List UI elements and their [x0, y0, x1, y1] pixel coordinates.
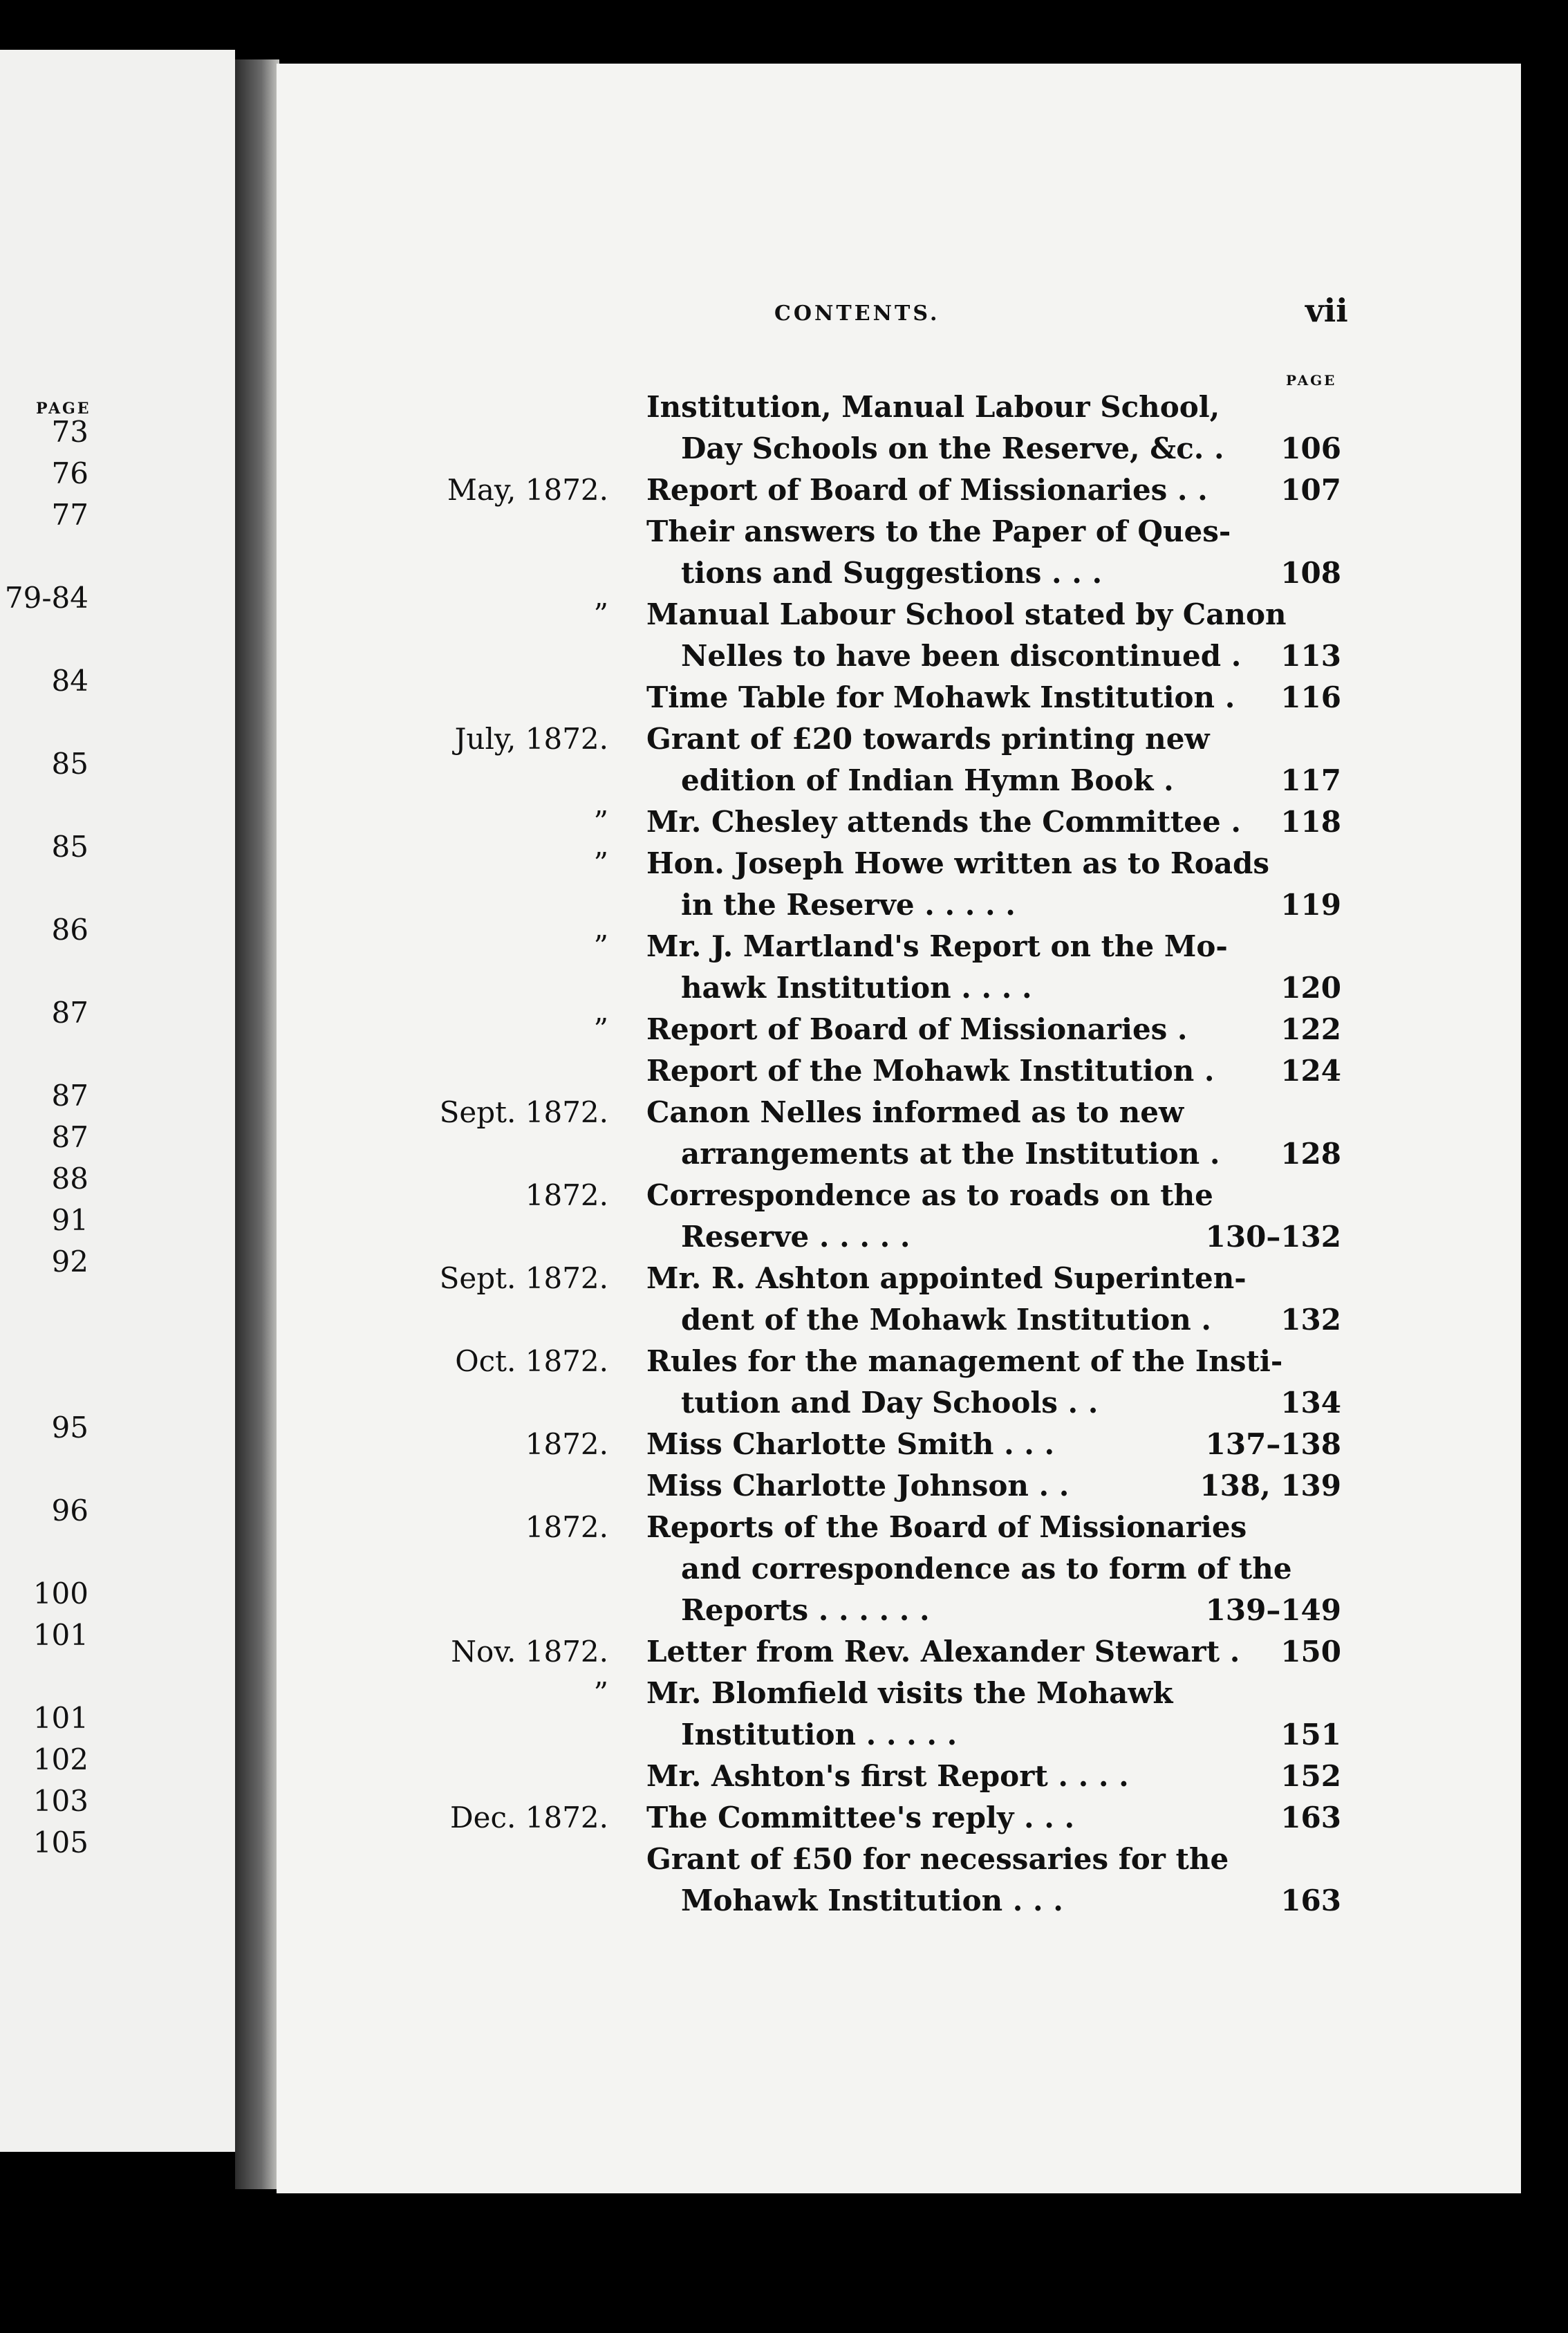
- left-page-number: 95: [51, 1411, 88, 1444]
- left-page-number: 86: [51, 913, 88, 947]
- entry-date: May, 1872.: [447, 473, 608, 507]
- entry-text-line: tution and Day Schools . .: [681, 1386, 1099, 1420]
- entry-text-line: Mr. R. Ashton appointed Superinten-: [646, 1261, 1247, 1295]
- entry-text-line: Day Schools on the Reserve, &c. .: [681, 431, 1224, 465]
- entry-page-number: 119: [1280, 888, 1341, 922]
- entry-page-number: 106: [1280, 431, 1341, 465]
- entry-text-line: Institution, Manual Labour School,: [646, 390, 1220, 424]
- left-page-number: 87: [51, 996, 88, 1030]
- entry-page-number: 139–149: [1205, 1593, 1341, 1627]
- entry-text-line: Their answers to the Paper of Ques-: [646, 514, 1231, 548]
- entry-text-line: Report of Board of Missionaries . .: [646, 473, 1208, 507]
- entry-text-line: Miss Charlotte Smith . . .: [646, 1427, 1055, 1461]
- left-page-number: 87: [51, 1120, 88, 1154]
- entry-text-line: Reports of the Board of Missionaries: [646, 1510, 1247, 1544]
- left-page-number: 100: [32, 1577, 88, 1610]
- entry-text-line: Mr. J. Martland's Report on the Mo-: [646, 929, 1228, 963]
- entry-date: ”: [593, 846, 608, 880]
- entry-text-line: Miss Charlotte Johnson . .: [646, 1469, 1070, 1503]
- entry-text-line: Hon. Joseph Howe written as to Roads: [646, 846, 1270, 880]
- entry-text-line: Reports . . . . . .: [681, 1593, 930, 1627]
- entry-page-number: 116: [1280, 680, 1341, 714]
- entry-date: ”: [593, 929, 608, 963]
- entry-page-number: 113: [1280, 639, 1341, 673]
- entry-text-line: Mr. Blomfield visits the Mohawk: [646, 1676, 1173, 1710]
- entry-text-line: Letter from Rev. Alexander Stewart .: [646, 1635, 1240, 1669]
- entry-page-number: 163: [1280, 1884, 1341, 1917]
- entry-date: July, 1872.: [454, 722, 608, 756]
- entry-date: ”: [593, 1012, 608, 1046]
- left-page-number: 105: [32, 1825, 88, 1859]
- left-page-fragment: [0, 50, 235, 2152]
- entry-text-line: in the Reserve . . . . .: [681, 888, 1016, 922]
- left-page-number: 77: [51, 498, 88, 532]
- entry-date: Sept. 1872.: [439, 1261, 608, 1295]
- entry-text-line: Rules for the management of the Insti-: [646, 1344, 1283, 1378]
- entry-page-number: 134: [1280, 1386, 1341, 1420]
- left-page-number: 87: [51, 1079, 88, 1113]
- entry-text-line: Report of Board of Missionaries .: [646, 1012, 1188, 1046]
- left-page-number: 76: [51, 456, 88, 490]
- entry-page-number: 151: [1280, 1718, 1341, 1751]
- left-page-number: 79-84: [4, 581, 88, 615]
- entry-page-number: 107: [1280, 473, 1341, 507]
- page-folio: vii: [1305, 292, 1348, 329]
- entry-text-line: and correspondence as to form of the: [681, 1552, 1292, 1586]
- entry-text-line: Grant of £20 towards printing new: [646, 722, 1210, 756]
- entry-text-line: hawk Institution . . . .: [681, 971, 1032, 1005]
- left-page-number: 91: [51, 1203, 88, 1237]
- left-page-number: 101: [32, 1618, 88, 1652]
- entry-text-line: arrangements at the Institution .: [681, 1137, 1220, 1171]
- left-page-number: 73: [51, 415, 88, 449]
- page-title: CONTENTS.: [774, 301, 940, 326]
- entry-text-line: Reserve . . . . .: [681, 1220, 911, 1254]
- entry-page-number: 118: [1280, 805, 1341, 839]
- left-page-label: PAGE: [36, 400, 91, 418]
- entry-text-line: Mr. Chesley attends the Committee .: [646, 805, 1241, 839]
- left-page-number: 84: [51, 664, 88, 698]
- entry-date: 1872.: [525, 1510, 608, 1544]
- entry-date: ”: [593, 805, 608, 839]
- entry-page-number: 163: [1280, 1801, 1341, 1834]
- entry-date: Sept. 1872.: [439, 1095, 608, 1129]
- entry-text-line: Manual Labour School stated by Canon: [646, 597, 1287, 631]
- entry-text-line: Mohawk Institution . . .: [681, 1884, 1063, 1917]
- left-page-number: 85: [51, 830, 88, 864]
- entry-text-line: Canon Nelles informed as to new: [646, 1095, 1184, 1129]
- left-page-number: 102: [32, 1742, 88, 1776]
- entry-text-line: Institution . . . . .: [681, 1718, 958, 1751]
- entry-date: Dec. 1872.: [450, 1801, 608, 1834]
- entry-page-number: 120: [1280, 971, 1341, 1005]
- left-page-number: 88: [51, 1162, 88, 1196]
- left-page-number: 92: [51, 1245, 88, 1279]
- right-page: [277, 64, 1521, 2193]
- entry-text-line: Mr. Ashton's first Report . . . .: [646, 1759, 1129, 1793]
- entry-page-number: 138, 139: [1200, 1469, 1341, 1503]
- entry-page-number: 150: [1280, 1635, 1341, 1669]
- entry-text-line: Nelles to have been discontinued .: [681, 639, 1242, 673]
- entry-text-line: Grant of £50 for necessaries for the: [646, 1842, 1229, 1876]
- entry-date: ”: [593, 1676, 608, 1710]
- page-column-label: PAGE: [1286, 372, 1337, 389]
- entry-text-line: tions and Suggestions . . .: [681, 556, 1103, 590]
- entry-page-number: 137–138: [1205, 1427, 1341, 1461]
- entry-text-line: Correspondence as to roads on the: [646, 1178, 1213, 1212]
- entry-date: 1872.: [525, 1427, 608, 1461]
- entry-date: Nov. 1872.: [451, 1635, 608, 1669]
- left-page-number: 101: [32, 1701, 88, 1735]
- entry-text-line: The Committee's reply . . .: [646, 1801, 1075, 1834]
- entry-text-line: dent of the Mohawk Institution .: [681, 1303, 1212, 1337]
- entry-page-number: 130–132: [1205, 1220, 1341, 1254]
- entry-date: ”: [593, 597, 608, 631]
- entry-page-number: 108: [1280, 556, 1341, 590]
- entry-date: 1872.: [525, 1178, 608, 1212]
- entry-text-line: Time Table for Mohawk Institution .: [646, 680, 1235, 714]
- entry-text-line: edition of Indian Hymn Book .: [681, 763, 1174, 797]
- entry-page-number: 124: [1280, 1054, 1341, 1088]
- entry-page-number: 152: [1280, 1759, 1341, 1793]
- left-page-number: 96: [51, 1494, 88, 1527]
- left-page-number: 103: [32, 1784, 88, 1818]
- entry-page-number: 132: [1280, 1303, 1341, 1337]
- entry-page-number: 117: [1280, 763, 1341, 797]
- left-page-number: 85: [51, 747, 88, 781]
- entry-text-line: Report of the Mohawk Institution .: [646, 1054, 1215, 1088]
- entry-page-number: 122: [1280, 1012, 1341, 1046]
- entry-date: Oct. 1872.: [455, 1344, 608, 1378]
- entry-page-number: 128: [1280, 1137, 1341, 1171]
